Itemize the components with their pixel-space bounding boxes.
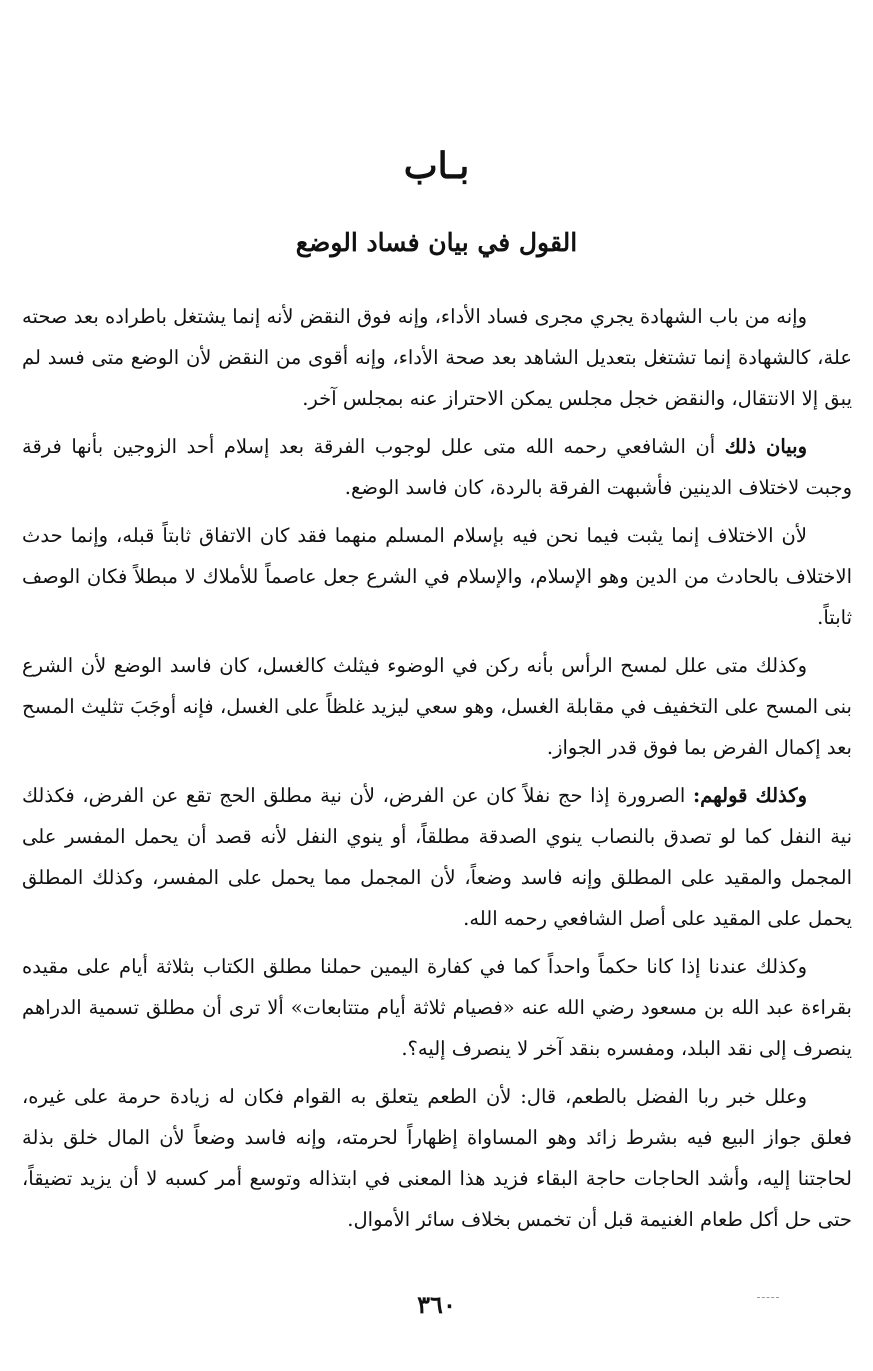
paragraph-text: أن الشافعي رحمه الله متى علل لوجوب الفرقة بعد إسلام أحد الزوجين بأنها فرقة وجبت لاختلاف الدينين فأشبهت الفرقة بالردة، كان فاسد الوضع. xyxy=(22,435,852,499)
paragraph-text: وإنه من باب الشهادة يجري مجرى فساد الأداء، وإنه فوق النقض لأنه إنما يشتغل باطراده بعد صحته علة، كالشهادة إنما تشتغل بتعديل الشاهد بعد صحة الأداء، وإنه أقوى من النقض لأن الوضع متى فسد لم يبق إلا الانتقال، والنقض خجل مجلس يمكن الاحتراز عنه بمجلس آخر. xyxy=(22,305,852,410)
paragraph xyxy=(22,946,852,1069)
paragraph xyxy=(22,426,852,508)
body-text xyxy=(22,296,852,1240)
paragraph xyxy=(22,1076,852,1240)
chapter-heading: بـاب xyxy=(403,145,470,187)
paragraph-text: الصرورة إذا حج نفلاً كان عن الفرض، لأن نية مطلق الحج تقع عن الفرض، فكذلك نية النفل كما لو تصدق بالنصاب ينوي الصدقة مطلقاً، أو ينوي النفل لأنه قصد أن يحمل المفسر على المجمل والمقيد على المطلق وإنه فاسد وضعاً، لأن المجمل مما يحمل على المفسر، وكذلك المطلق يحمل على المقيد على أصل الشافعي رحمه الله. xyxy=(22,784,852,930)
paragraph-text: وكذلك عندنا إذا كانا حكماً واحداً كما في كفارة اليمين حملنا مطلق الكتاب بثلاثة أيام على مقيده بقراءة عبد الله بن مسعود رضي الله عنه «فصيام ثلاثة أيام متتابعات» ألا ترى أن مطلق تسمية الدراهم ينصرف إلى نقد البلد، ومفسره بنقد آخر لا ينصرف إليه؟. xyxy=(22,955,852,1060)
paragraph xyxy=(22,296,852,419)
paragraph-text: وعلل خبر ربا الفضل بالطعم، قال: لأن الطعم يتعلق به القوام فكان له زيادة حرمة على غيره، فعلق جواز البيع فيه بشرط زائد وهو المساواة إظهاراً لحرمته، وإنه فاسد وضعاً لأن المال خلق بذلة لحاجتنا إليه، وأشد الحاجات حاجة البقاء فزيد هذا المعنى في ابتذاله وتوسع أمر كسبه لا أن يزيد تضيقاً، حتى حل أكل طعام الغنيمة قبل أن تخمس بخلاف سائر الأموال. xyxy=(22,1085,852,1231)
paragraph xyxy=(22,775,852,939)
paragraph-lead: وكذلك قولهم: xyxy=(692,784,807,807)
paragraph-text: لأن الاختلاف إنما يثبت فيما نحن فيه بإسلام المسلم منهما فقد كان الاتفاق ثابتاً قبله، وإنما حدث الاختلاف بالحادث من الدين وهو الإسلام، والإسلام في الشرع جعل عاصماً للأملاك لا مبطلاً فكان الوصف ثابتاً. xyxy=(22,524,852,629)
paragraph-lead: وبيان ذلك xyxy=(724,435,807,458)
paragraph-text: وكذلك متى علل لمسح الرأس بأنه ركن في الوضوء فيثلث كالغسل، كان فاسد الوضع لأن الشرع بنى المسح على التخفيف في مقابلة الغسل، وهو سعي ليزيد غلظاً على الغسل، فإنه أوجَبَ تثليث المسح بعد إكمال الفرض بما فوق قدر الجواز. xyxy=(22,654,852,759)
paragraph xyxy=(22,645,852,768)
section-title: القول في بيان فساد الوضع xyxy=(295,228,578,257)
page-number: ٣٦٠ xyxy=(417,1290,456,1319)
paragraph xyxy=(22,515,852,638)
